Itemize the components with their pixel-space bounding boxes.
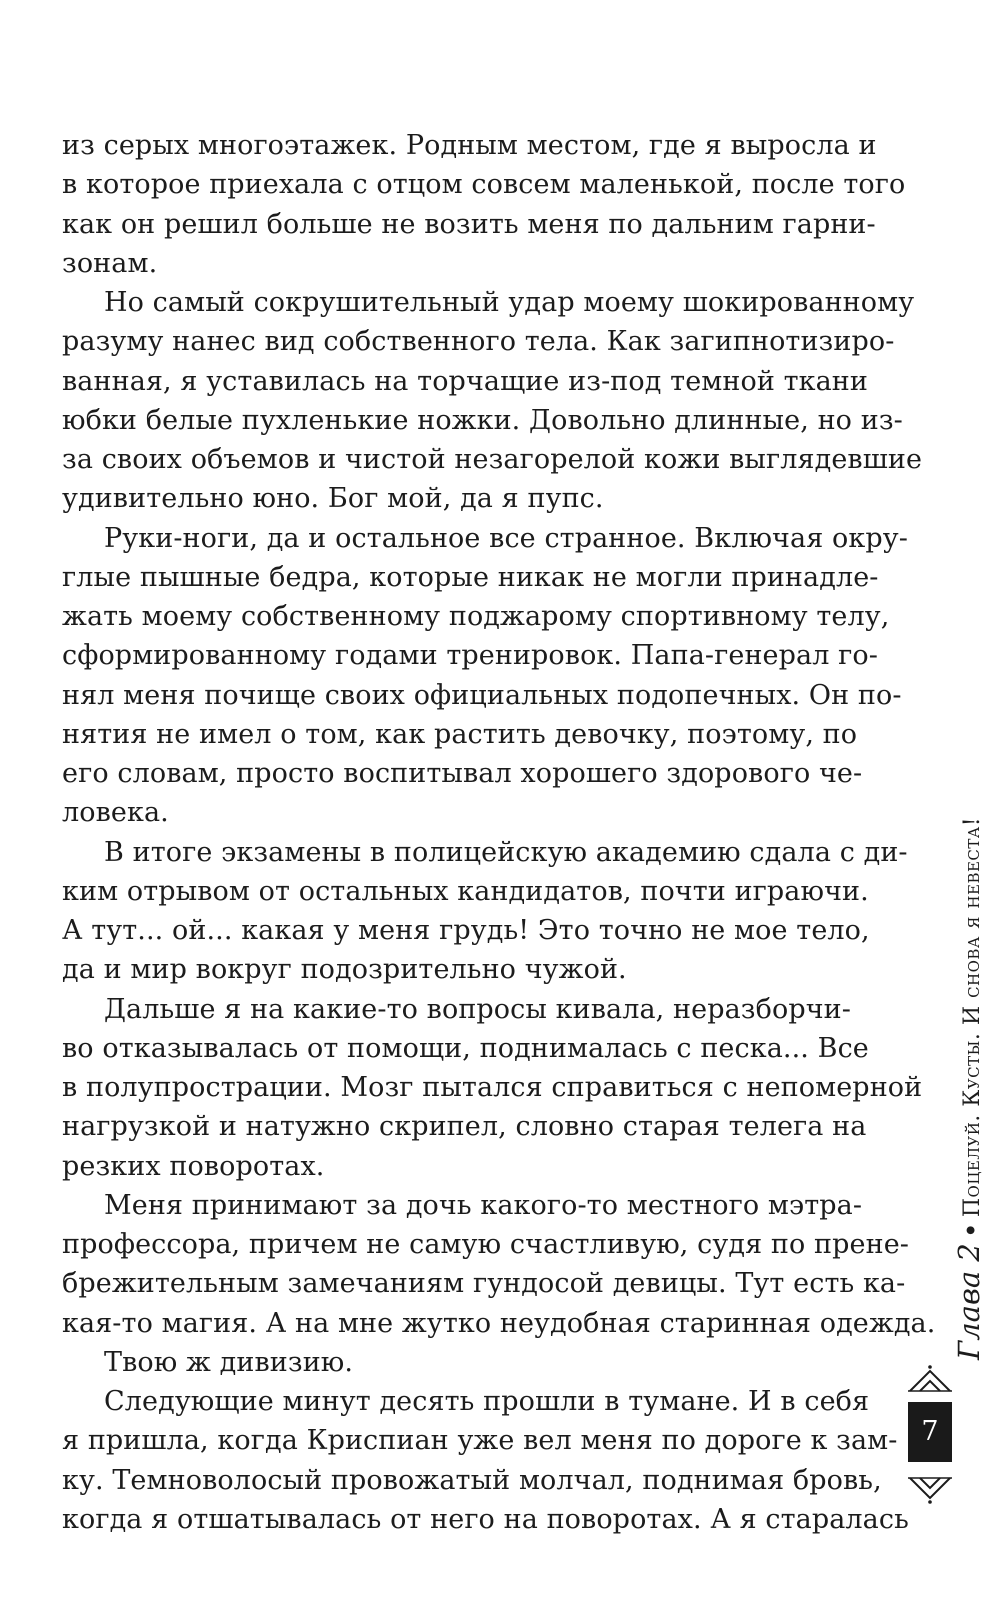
text-line: за своих объемов и чистой незагорелой кожи выглядевшие (62, 444, 923, 475)
text-line: сформированному годами тренировок. Папа-генерал го- (62, 640, 878, 672)
text-line: жать моему собственному поджарому спортивному телу, (62, 601, 890, 632)
text-line: А тут... ой... какая у меня грудь! Это точно не мое тело, (62, 915, 870, 946)
text-line: я пришла, когда Криспиан уже вел меня по дороге к зам- (62, 1425, 898, 1457)
text-line: резких поворотах. (62, 1150, 325, 1182)
text-line: Руки-ноги, да и остальное все странное. Включая окру- (104, 522, 908, 554)
ornament-bottom-icon (908, 1472, 952, 1504)
text-line: Следующие минут десять прошли в тумане. И в себя (104, 1386, 870, 1417)
text-line: глые пышные бедра, которые никак не могли принадле- (62, 561, 879, 593)
text-line: юбки белые пухленькие ножки. Довольно длинные, но из- (62, 404, 903, 436)
text-line: профессора, причем не самую счастливую, судя по прене- (62, 1229, 910, 1260)
running-head-separator: • (959, 1223, 985, 1238)
text-line: нятия не имел о том, как растить девочку, поэтому, по (62, 718, 858, 750)
text-line: из серых многоэтажек. Родным местом, где я выросла и (62, 130, 877, 161)
text-line: в которое приехала с отцом совсем маленькой, после того (62, 169, 906, 201)
text-line: как он решил больше не возить меня по дальним гарни- (62, 208, 876, 240)
ornament-top-icon (908, 1365, 952, 1397)
text-line: Меня принимают за дочь какого-то местного мэтра- (104, 1189, 863, 1221)
text-line: кая-то магия. А на мне жутко неудобная старинная одежда. (62, 1307, 936, 1339)
text-line: ку. Темноволосый провожатый молчал, поднимая бровь, (62, 1464, 882, 1496)
text-line: его словам, просто воспитывал хорошего здорового че- (62, 758, 863, 789)
chapter-label: Глава 2 (952, 1243, 986, 1360)
text-line: нял меня почище своих официальных подопечных. Он по- (62, 679, 902, 711)
text-line: В итоге экзамены в полицейскую академию сдала с ди- (104, 836, 908, 868)
text-line: ванная, я уставилась на торчащие из-под темной ткани (62, 365, 868, 397)
text-line: во отказывалась от помощи, поднималась с песка... Все (62, 1032, 869, 1064)
text-line: Твою ж дивизию. (104, 1346, 354, 1378)
text-line: разуму нанес вид собственного тела. Как загипнотизиро- (62, 326, 895, 358)
text-line: Дальше я на какие-то вопросы кивала, неразборчи- (104, 993, 851, 1025)
text-line: в полупрострации. Мозг пытался справиться с непомерной (62, 1072, 923, 1103)
text-line: удивительно юно. Бог мой, да я пупс. (62, 483, 604, 515)
text-line: зонам. (62, 247, 158, 279)
page-number: 7 (908, 1402, 952, 1462)
running-head (954, 817, 988, 1360)
text-line: когда я отшатывалась от него на поворотах. А я старалась (62, 1503, 909, 1535)
chapter-title: Поцелуй. Кусты. И снова я невеста! (960, 816, 985, 1218)
text-line: ловека. (62, 797, 169, 829)
text-line: брежительным замечаниям гундосой девицы. Тут есть ка- (62, 1268, 906, 1300)
text-line: нагрузкой и натужно скрипел, словно старая телега на (62, 1111, 867, 1143)
text-line: ким отрывом от остальных кандидатов, почти играючи. (62, 875, 869, 907)
text-line: Но самый сокрушительный удар моему шокированному (104, 287, 915, 318)
body-text (62, 126, 936, 1539)
text-line: да и мир вокруг подозрительно чужой. (62, 954, 627, 986)
